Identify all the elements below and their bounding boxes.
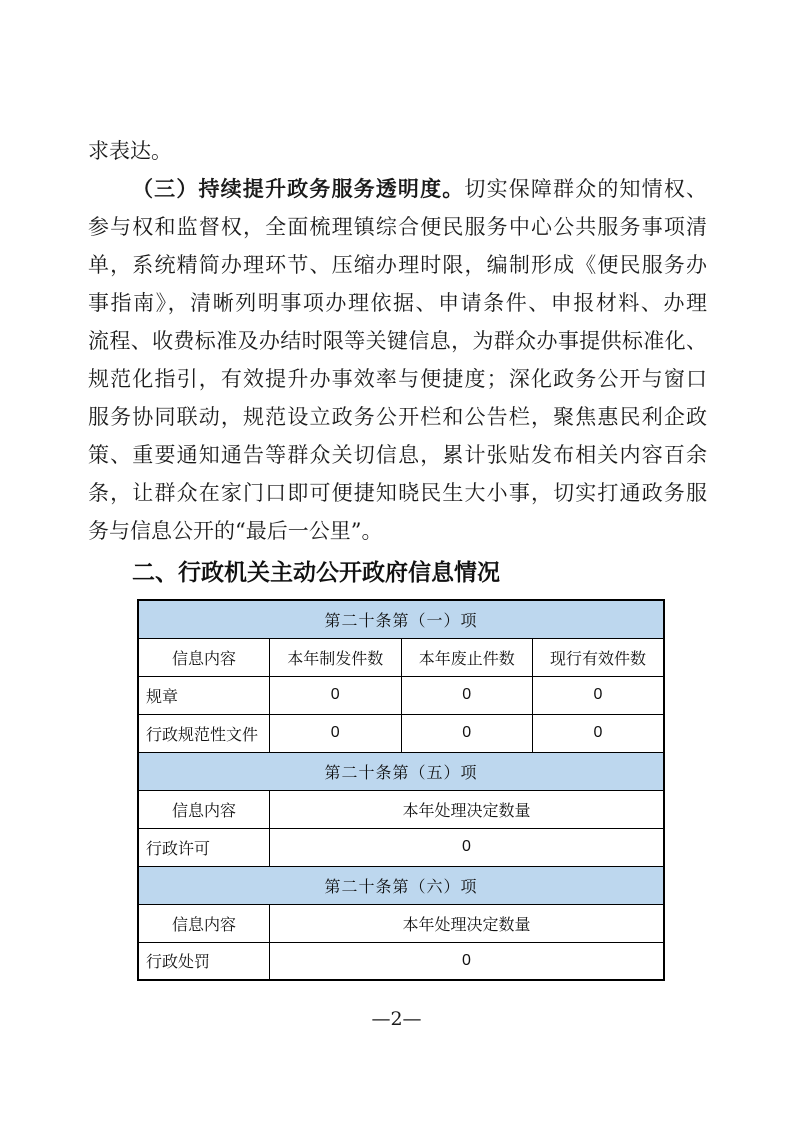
table-column-header: 本年制发件数 — [270, 638, 402, 676]
info-table — [137, 599, 665, 981]
paragraph-line: 流程、收费标准及办结时限等关键信息，为群众办事提供标准化、 — [88, 329, 707, 353]
table-header-row — [138, 904, 664, 942]
paragraph-line: 单，系统精简办理环节、压缩办理时限，编制形成《便民服务办 — [88, 253, 707, 277]
table-section-band-row — [138, 752, 664, 790]
paragraph-last-line: 务与信息公开的“最后一公里”。 — [88, 519, 383, 543]
table-row-label: 行政处罚 — [138, 942, 270, 980]
table-section-title: 第二十条第（五）项 — [138, 752, 664, 790]
table-column-header: 现行有效件数 — [533, 638, 665, 676]
paragraph-line — [88, 170, 707, 208]
paragraph-lead-bold: （三）持续提升政务服务透明度。 — [132, 176, 465, 201]
table-column-header: 本年废止件数 — [401, 638, 533, 676]
table-row — [138, 676, 664, 714]
table-column-header: 信息内容 — [138, 638, 270, 676]
table-column-header: 本年处理决定数量 — [270, 790, 665, 828]
table-row-label: 规章 — [138, 676, 270, 714]
table-value-cell: 0 — [270, 828, 665, 866]
table-value-cell: 0 — [533, 714, 665, 752]
table-value-cell: 0 — [533, 676, 665, 714]
table-value-cell: 0 — [401, 714, 533, 752]
table-value-cell: 0 — [270, 714, 402, 752]
table-column-header: 信息内容 — [138, 904, 270, 942]
paragraph-line: 策、重要通知通告等群众关切信息，累计张贴发布相关内容百余 — [88, 443, 707, 467]
table-section-band-row — [138, 600, 664, 638]
table-row — [138, 714, 664, 752]
table-row-label: 行政许可 — [138, 828, 270, 866]
paragraph-lead-rest: 切实保障群众的知情权、 — [464, 177, 707, 201]
paragraph-line: 条，让群众在家门口即可便捷知晓民生大小事，切实打通政务服 — [88, 481, 707, 505]
paragraph-continuation-line: 求表达。 — [88, 139, 172, 163]
paragraph-line: 规范化指引，有效提升办事效率与便捷度；深化政务公开与窗口 — [88, 367, 707, 391]
table-row — [138, 828, 664, 866]
paragraph-line: 参与权和监督权，全面梳理镇综合便民服务中心公共服务事项清 — [88, 215, 707, 239]
table-section-band-row — [138, 866, 664, 904]
section-heading: 二、行政机关主动公开政府信息情况 — [132, 559, 500, 585]
table-header-row — [138, 638, 664, 676]
table-row — [138, 942, 664, 980]
paragraph-line: 服务协同联动，规范设立政务公开栏和公告栏，聚焦惠民利企政 — [88, 405, 707, 429]
table-column-header: 信息内容 — [138, 790, 270, 828]
document-page-content — [88, 132, 707, 981]
paragraph-line: 事指南》，清晰列明事项办理依据、申请条件、申报材料、办理 — [88, 291, 707, 315]
table-value-cell: 0 — [270, 676, 402, 714]
table-section-title: 第二十条第（一）项 — [138, 600, 664, 638]
page-number: —2— — [371, 1008, 422, 1030]
table-row-label: 行政规范性文件 — [138, 714, 270, 752]
table-value-cell: 0 — [401, 676, 533, 714]
table-header-row — [138, 790, 664, 828]
table-value-cell: 0 — [270, 942, 665, 980]
table-section-title: 第二十条第（六）项 — [138, 866, 664, 904]
table-column-header: 本年处理决定数量 — [270, 904, 665, 942]
